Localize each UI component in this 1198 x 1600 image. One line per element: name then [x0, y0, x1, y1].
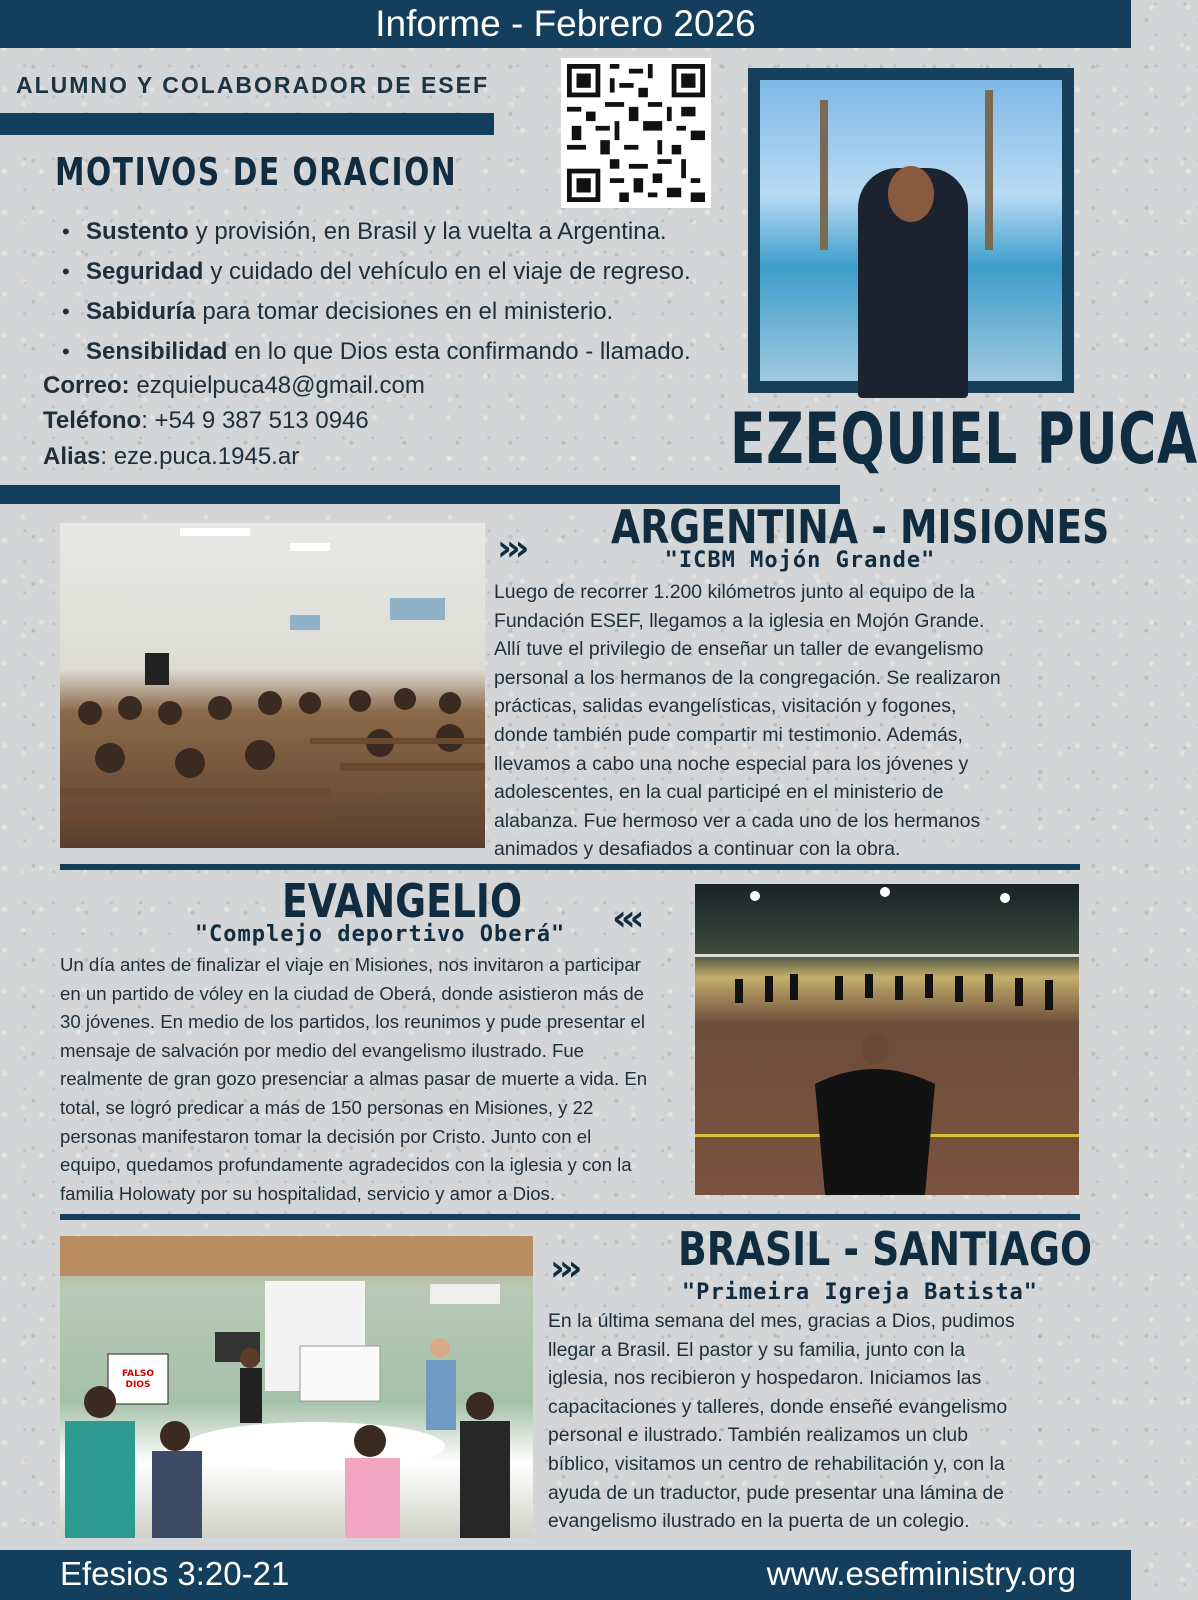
section-divider [60, 1214, 1080, 1220]
section-title-evangelio: EVANGELIO [282, 874, 523, 928]
portrait-frame [748, 68, 1074, 393]
portrait-photo [760, 80, 1062, 381]
section-text-brasil: En la última semana del mes, gracias a Dios, pudimos llegar a Brasil. El pastor y su familia, junto con la iglesia, nos recibieron y hospedaron. Iniciamos las capacitaciones y talleres, donde enseñé evangelismo personal e ilustrado. También realizamos un club bíblico, visitamos un centro de rehabilitación y, con la ayuda de un traductor, pude presentar una lámina de evangelismo ilustrado en la puerta de un colegio. [548, 1310, 1015, 1533]
photo-banner-line-2: DIOS [125, 1380, 151, 1390]
photo-banner-line-1: FALSO [122, 1369, 154, 1379]
prayer-item: • Sustento y provisión, en Brasil y la vuelta a Argentina. [62, 218, 667, 245]
section-subtitle-evangelio: "Complejo deportivo Oberá" [194, 922, 566, 947]
contact-phone[interactable]: Teléfono: +54 9 387 513 0946 [43, 407, 369, 434]
prayer-list [62, 212, 752, 372]
report-title-bar [0, 0, 1131, 48]
prayer-item: • Seguridad y cuidado del vehículo en el viaje de regreso. [62, 258, 691, 285]
section-divider [60, 864, 1080, 870]
footer-verse: Efesios 3:20-21 [60, 1555, 290, 1592]
qr-code-icon [567, 64, 705, 202]
section-title-argentina: ARGENTINA - MISIONES [611, 500, 1110, 554]
section-subtitle-brasil: "Primeira Igreja Batista" [681, 1280, 1039, 1305]
brazil-workshop-photo [60, 1236, 533, 1538]
prayer-item: • Sabiduría para tomar decisiones en el ministerio. [62, 298, 614, 325]
prayer-title: MOTIVOS DE ORACION [55, 150, 458, 194]
section-text-argentina: Luego de recorrer 1.200 kilómetros junto al equipo de la Fundación ESEF, llegamos a la iglesia en Mojón Grande. Allí tuve el privilegio de enseñar un taller de evangelismo personal a los hermanos de la congregación. Se realizaron prácticas, salidas evangelísticas, visitación y fogones, donde también pude compartir mi testimonio. Además, llevamos a cabo una noche especial para los jóvenes y adolescentes, en la cual participé en el ministerio de alabanza. Fue hermoso ver a cada uno de los hermanos animados y desafiados a continuar con la obra. [494, 581, 1001, 861]
footer-website-link[interactable]: www.esefministry.org [766, 1555, 1076, 1592]
qr-code[interactable] [561, 58, 711, 208]
report-title: Informe - Febrero 2026 [375, 3, 756, 44]
svg-text:FALSODIOS [122, 1369, 154, 1390]
footer-bar [0, 1550, 1131, 1600]
section-title-brasil: BRASIL - SANTIAGO [678, 1222, 1093, 1276]
prayer-item: • Sensibilidad en lo que Dios esta confirmando - llamado. [62, 338, 691, 365]
contact-alias: Alias: eze.puca.1945.ar [43, 443, 300, 470]
section-text-evangelio: Un día antes de finalizar el viaje en Misiones, nos invitaron a participar en un partido de vóley en la ciudad de Oberá, donde asistieron más de 30 jóvenes. En medio de los partidos, los reunimos y pude presentar el mensaje de salvación por medio del evangelismo ilustrado. Fue realmente de gran gozo presenciar a almas pasar de muerte a vida. En total, se logró predicar a más de 150 personas en Misiones, y 22 personas manifestaron tomar la decisión por Cristo. Junto con el equipo, quedamos profundamente agradecidos con la iglesia y con la familia Holowaty por su hospitalidad, servicio y amor a Dios. [60, 954, 648, 1204]
arrows-right-icon: ››› [497, 528, 524, 569]
volleyball-court-photo [695, 884, 1079, 1195]
church-workshop-photo [60, 523, 485, 848]
arrows-left-icon: ‹‹‹ [612, 898, 639, 939]
person-name: EZEQUIEL PUCA [730, 398, 1198, 480]
section-subtitle-argentina: "ICBM Mojón Grande" [664, 548, 936, 573]
contact-email[interactable]: Correo: ezquielpuca48@gmail.com [43, 372, 425, 399]
arrows-right-icon: ››› [550, 1248, 577, 1289]
subtitle-underline [0, 113, 494, 135]
role-subtitle: ALUMNO Y COLABORADOR DE ESEF [16, 72, 490, 98]
